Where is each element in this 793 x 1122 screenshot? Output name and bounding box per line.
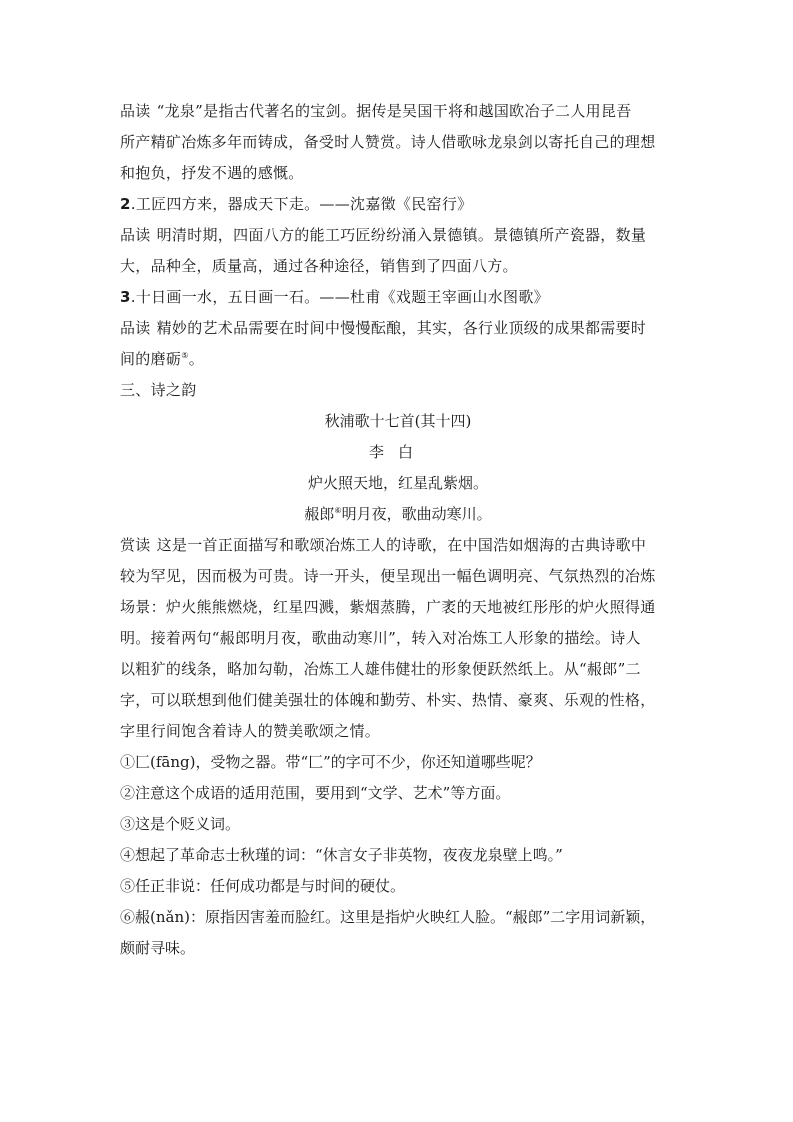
poem-text: 赧郎 <box>304 505 335 523</box>
footnote: ②注意这个成语的适用范围，要用到“文学、艺术”等方面。 <box>120 784 511 802</box>
footnote-ref: ⑥ <box>334 506 342 515</box>
commentary-longquan <box>120 96 676 189</box>
quote-text: .工匠四方来，器成天下走。——沈嘉徵《民窑行》 <box>130 195 473 213</box>
footnote: ①匚(fāng)，受物之器。带“匚”的字可不少，你还知道哪些呢？ <box>120 753 541 771</box>
text-line: “龙泉”是指古代著名的宝剑。据传是吴国干将和越国欧冶子二人用昆吾 <box>156 102 632 120</box>
text-line: 颇耐寻味。 <box>120 939 196 957</box>
text-line: 精妙的艺术品需要在时间中慢慢酝酿，其实，各行业顶级的成果都需要时 <box>156 319 647 337</box>
appreciation-label: 赏读 <box>120 536 151 554</box>
footnote: ④想起了革命志士秋瑾的词：“休言女子非英物，夜夜龙泉壁上鸣。” <box>120 846 563 864</box>
text-line: 这是一首正面描写和歌颂冶炼工人的诗歌，在中国浩如烟海的古典诗歌中 <box>156 536 647 554</box>
text-line: ⑥赧(nǎn)：原指因害羞而脸红。这里是指炉火映红人脸。“赧郎”二字用词新颖， <box>120 908 656 926</box>
text-line: 和抱负，抒发不遇的感慨。 <box>120 164 304 182</box>
quote-item-2 <box>120 189 676 220</box>
text-line: 明清时期，四面八方的能工巧匠纷纷涌入景德镇。景德镇所产瓷器，数量 <box>156 226 647 244</box>
quote-text: .十日画一水，五日画一石。——杜甫《戏题王宰画山水图歌》 <box>130 288 549 306</box>
poem-line <box>120 499 676 530</box>
text-line: 场景：炉火熊熊燃烧，红星四溅，紫烟蒸腾，广袤的天地被红彤彤的炉火照得通 <box>120 598 656 616</box>
text-line: 所产精矿冶炼多年而铸成，备受时人赞赏。诗人借歌咏龙泉剑以寄托自己的理想 <box>120 133 656 151</box>
poem-author-name: 李白 <box>368 443 427 461</box>
text-line: 以粗犷的线条，略加勾勒，冶炼工人雄伟健壮的形象便跃然纸上。从“赧郎”二 <box>120 660 641 678</box>
poem-line: 炉火照天地，红星乱紫烟。 <box>307 474 488 492</box>
commentary-label: 品读 <box>120 319 151 337</box>
footnote-ref: ⑤ <box>181 351 189 360</box>
text-line: 间的磨砺 <box>120 350 182 368</box>
section-heading: 三、诗之韵 <box>120 381 197 399</box>
poem-title: 秋浦歌十七首(其十四) <box>324 412 472 430</box>
text-line: 字，可以联想到他们健美强壮的体魄和勤劳、朴实、热情、豪爽、乐观的性格， <box>120 691 656 709</box>
poem-appreciation <box>120 530 676 747</box>
commentary-label: 品读 <box>120 102 151 120</box>
footnote <box>120 902 676 964</box>
footnote: ⑤任正非说：任何成功都是与时间的硬仗。 <box>120 877 406 895</box>
text-line: 大，品种全，质量高，通过各种途径，销售到了四面八方。 <box>120 257 518 275</box>
commentary-label: 品读 <box>120 226 151 244</box>
text-line: 明。接着两句“赧郎明月夜，歌曲动寒川”，转入对冶炼工人形象的描绘。诗人 <box>120 629 641 647</box>
document-page <box>120 96 676 964</box>
item-number: 2 <box>120 195 131 213</box>
quote-item-3 <box>120 282 676 313</box>
text-line: 字里行间饱含着诗人的赞美歌颂之情。 <box>120 722 381 740</box>
item-number: 3 <box>120 288 131 306</box>
commentary-item-2 <box>120 220 676 282</box>
footnote: ③这是个贬义词。 <box>120 815 241 833</box>
commentary-item-3 <box>120 313 676 375</box>
text-line: 。 <box>188 350 204 368</box>
poem-text: 明月夜，歌曲动寒川。 <box>341 505 492 523</box>
poem-author <box>120 437 676 468</box>
text-line: 较为罕见，因而极为可贵。诗一开头，便呈现出一幅色调明亮、气氛热烈的冶炼 <box>120 567 656 585</box>
